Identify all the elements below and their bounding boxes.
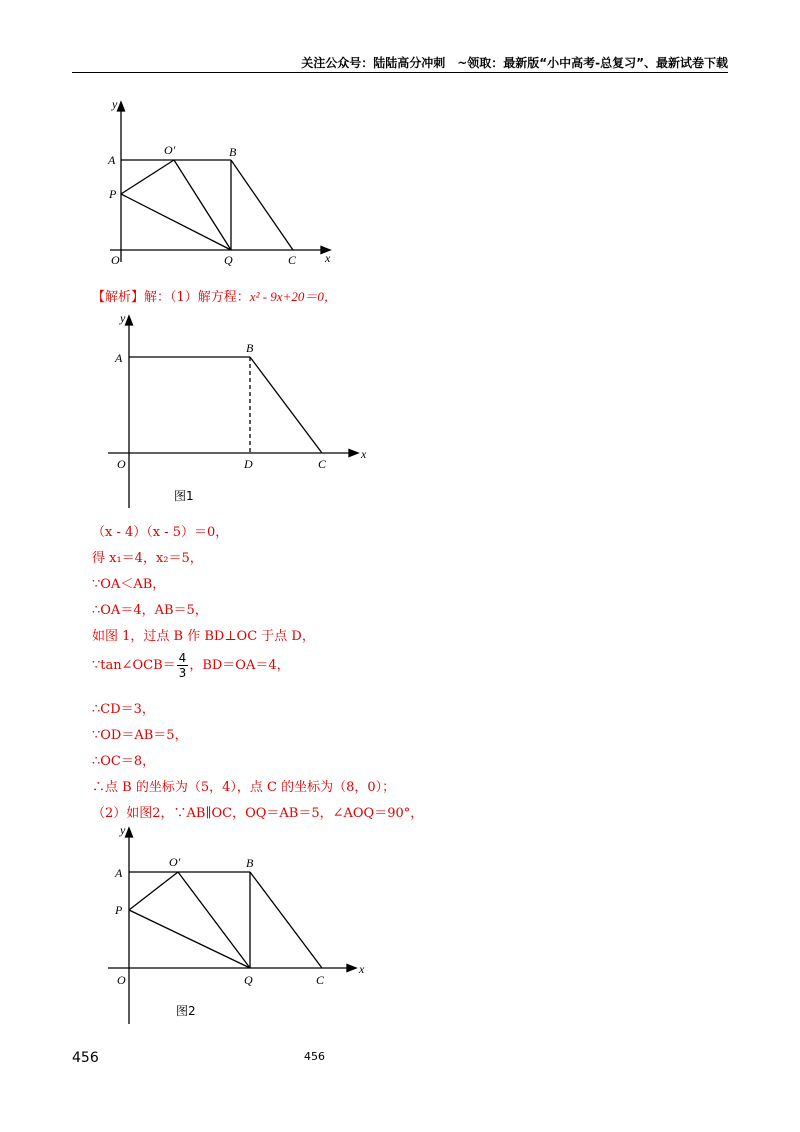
figure-1 — [108, 310, 373, 510]
tan-prefix: ∵tan∠OCB＝ — [92, 658, 176, 673]
segment-PQ — [129, 910, 250, 968]
tan-suffix: ，BD＝OA＝4， — [189, 658, 290, 673]
label-C: C — [316, 973, 325, 987]
label-P: P — [109, 187, 117, 201]
footer-page-left: 456 — [72, 1050, 99, 1066]
step-line: 得 x₁＝4，x₂＝5， — [92, 551, 203, 566]
step-line: （x - 4）（x - 5）＝0， — [92, 525, 229, 540]
label-O: O — [117, 457, 126, 471]
step-line: ∴点 B 的坐标为（5，4），点 C 的坐标为（8，0）； — [92, 780, 396, 795]
tan-line — [92, 651, 290, 680]
figure-1-caption: 图1 — [174, 489, 194, 503]
step-line: 如图 1，过点 B 作 BD⊥OC 于点 D， — [92, 629, 315, 644]
step-line: ∴CD＝3， — [92, 702, 155, 717]
label-x: x — [325, 251, 331, 265]
x-arrow — [347, 965, 356, 972]
label-x: x — [359, 962, 365, 976]
step-line: ∴OC＝8， — [92, 754, 156, 769]
label-Q: Q — [224, 253, 233, 267]
fraction-four-thirds — [177, 651, 189, 680]
segment-BC — [250, 872, 322, 968]
figure-2-caption: 图2 — [176, 1004, 196, 1018]
step-line: ∵OD＝AB＝5， — [92, 728, 188, 743]
label-B: B — [246, 856, 254, 870]
segment-BC — [250, 357, 322, 453]
segment-PQ — [121, 194, 231, 250]
step-line: ∴OA＝4，AB＝5， — [92, 603, 208, 618]
segment-O-prime-Q — [178, 872, 250, 968]
label-Q: Q — [244, 973, 253, 987]
x-arrow — [349, 450, 358, 457]
header-text: 关注公众号：陆陆高分冲刺 ~领取：最新版“小中高考-总复习”、最新试卷下载 — [301, 56, 728, 70]
analysis-tag: 【解析】 — [92, 290, 145, 305]
solution-intro — [92, 286, 337, 305]
label-O: O — [111, 253, 120, 267]
y-arrow — [118, 102, 125, 111]
label-O: O — [117, 973, 126, 987]
label-D: D — [244, 457, 253, 471]
label-y: y — [120, 823, 126, 837]
label-B: B — [246, 341, 254, 355]
page-header — [72, 52, 728, 73]
equation: x² - 9x+20＝0， — [249, 289, 337, 304]
segment-O-prime-Q — [174, 160, 231, 250]
figure-top — [100, 96, 350, 271]
label-A: A — [115, 351, 123, 365]
y-arrow — [126, 828, 133, 837]
label-y: y — [120, 311, 126, 325]
segment-PO-prime — [121, 160, 174, 194]
label-A: A — [115, 866, 123, 880]
label-O-prime: O′ — [164, 143, 176, 157]
figure-2 — [108, 822, 373, 1027]
y-arrow — [126, 316, 133, 325]
footer-page-center: 456 — [304, 1050, 325, 1063]
label-C: C — [318, 457, 327, 471]
solution-intro-text: 解：（1）解方程： — [144, 290, 250, 305]
label-O-prime: O′ — [169, 855, 181, 869]
fraction-numerator: 4 — [178, 651, 187, 665]
label-y: y — [112, 97, 118, 111]
label-B: B — [229, 145, 237, 159]
segment-PO-prime — [129, 872, 178, 910]
step-line: （2）如图2，∵AB∥OC，OQ＝AB＝5，∠AOQ＝90°， — [92, 806, 424, 821]
label-C: C — [288, 253, 297, 267]
fraction-denominator: 3 — [178, 666, 187, 680]
label-P: P — [115, 903, 123, 917]
label-x: x — [361, 447, 367, 461]
label-A: A — [108, 153, 116, 167]
segment-BC — [231, 160, 293, 250]
step-line: ∵OA＜AB， — [92, 577, 166, 592]
